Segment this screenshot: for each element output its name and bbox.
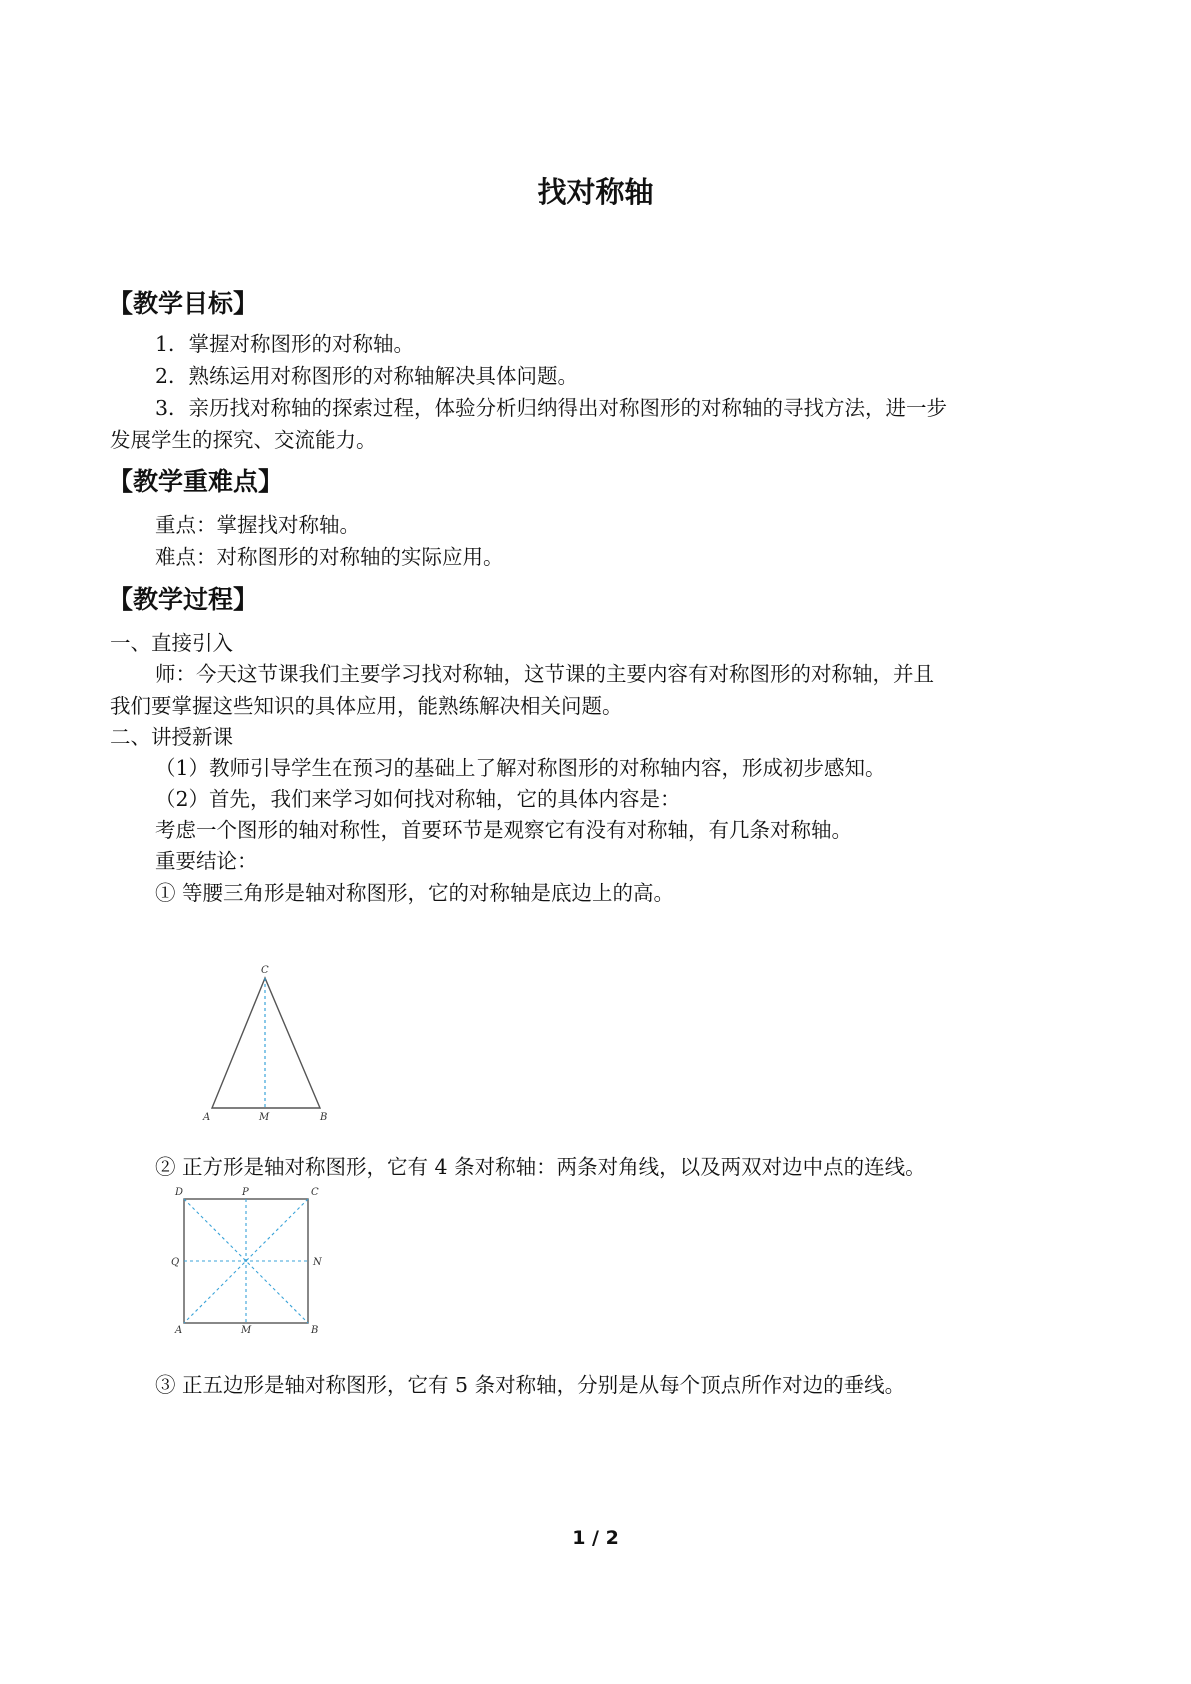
process-line-1: 一、直接引入 [110,631,233,655]
isosceles-triangle-figure [185,960,365,1128]
conclusion-1: ① 等腰三角形是轴对称图形，它的对称轴是底边上的高。 [155,881,675,905]
square-label-b: B [311,1325,319,1336]
triangle-label-m: M [259,1112,270,1123]
section-heading-goals: 【教学目标】 [108,289,259,318]
process-line-6: （2）首先，我们来学习如何找对称轴，它的具体内容是： [155,787,681,811]
square-label-d: D [175,1187,184,1198]
triangle-label-b: B [320,1112,328,1123]
key-point: 重点：掌握找对称轴。 [155,513,360,537]
page-title: 找对称轴 [537,175,654,209]
goal-item-2: 2．熟练运用对称图形的对称轴解决具体问题。 [155,364,579,388]
process-line-2: 师：今天这节课我们主要学习找对称轴，这节课的主要内容有对称图形的对称轴，并且 [155,662,934,686]
square-label-c: C [311,1187,319,1198]
page-number: 1 / 2 [572,1527,619,1549]
goal-item-3: 3．亲历找对称轴的探索过程，体验分析归纳得出对称图形的对称轴的寻找方法，进一步 [155,396,948,420]
section-heading-key: 【教学重难点】 [108,467,284,496]
square-label-m: M [241,1325,252,1336]
triangle-label-a: A [203,1112,211,1123]
goal-item-3-cont: 发展学生的探究、交流能力。 [110,428,377,452]
square-label-q: Q [171,1257,180,1268]
square-label-a: A [175,1325,183,1336]
process-line-5: （1）教师引导学生在预习的基础上了解对称图形的对称轴内容，形成初步感知。 [155,756,886,780]
square-label-p: P [242,1187,249,1198]
conclusion-3: ③ 正五边形是轴对称图形，它有 5 条对称轴，分别是从每个顶点所作对边的垂线。 [155,1373,906,1397]
goal-item-1: 1．掌握对称图形的对称轴。 [155,332,415,356]
square-figure [165,1185,330,1336]
section-heading-process: 【教学过程】 [108,585,259,614]
process-line-3: 我们要掌握这些知识的具体应用，能熟练解决相关问题。 [110,694,623,718]
process-line-8: 重要结论： [155,849,258,873]
square-label-n: N [313,1257,322,1268]
triangle-label-c: C [261,965,269,976]
process-line-7: 考虑一个图形的轴对称性，首要环节是观察它有没有对称轴，有几条对称轴。 [155,818,852,842]
conclusion-2: ② 正方形是轴对称图形，它有 4 条对称轴：两条对角线，以及两双对边中点的连线。 [155,1155,926,1179]
process-line-4: 二、讲授新课 [110,725,233,749]
difficult-point: 难点：对称图形的对称轴的实际应用。 [155,545,504,569]
